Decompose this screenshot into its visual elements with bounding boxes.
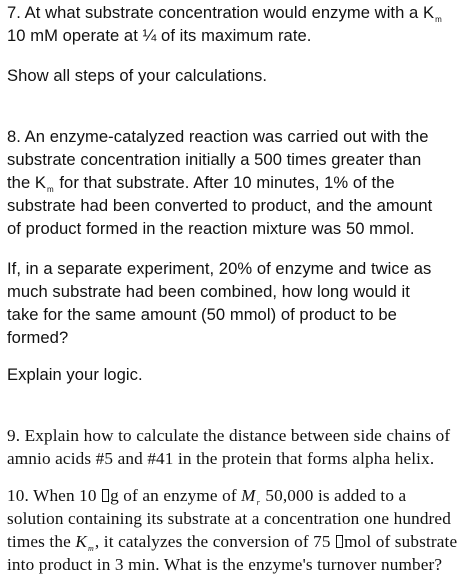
q8-text: for that substrate. After 10 minutes, 1% of the <box>54 173 395 192</box>
q8-p2-line-4: formed? <box>7 328 69 347</box>
q9-line-2: amnio acids #5 and #41 in the protein that forms alpha helix. <box>7 449 435 468</box>
q10-text: 50,000 is added to a <box>260 486 407 505</box>
km-subscript: m <box>435 15 442 24</box>
q10-line-4: into product in 3 min. What is the enzyme's turnover number? <box>7 555 443 574</box>
q8-line-2: substrate concentration initially a 500 times greater than <box>7 150 422 169</box>
q10-text: mol of substrate <box>344 532 458 551</box>
q7-instruction: Show all steps of your calculations. <box>7 66 268 85</box>
q8-instruction: Explain your logic. <box>7 365 143 384</box>
q7-line-2: 10 mM operate at ¼ of its maximum rate. <box>7 26 312 45</box>
q8-line-1: 8. An enzyme-catalyzed reaction was carried out with the <box>7 127 429 146</box>
q8-text: the K <box>7 173 46 192</box>
q10-text: times the <box>7 532 76 551</box>
missing-glyph-icon <box>102 489 109 502</box>
q10-line-1 <box>7 486 407 507</box>
km-subscript: m <box>47 185 54 194</box>
mr-subscript: r <box>256 498 260 507</box>
q8-line-3 <box>7 175 395 192</box>
missing-glyph-icon <box>336 535 343 548</box>
q10-line-2: solution containing its substrate at a concentration one hundred <box>7 509 451 528</box>
q10-text: 10. When 10 <box>7 486 102 505</box>
q7-text: 7. At what substrate concentration would enzyme with a K <box>7 3 435 22</box>
km-symbol: K <box>75 532 87 551</box>
q8-p2-line-1: If, in a separate experiment, 20% of enzyme and twice as <box>7 259 432 278</box>
q8-p2-line-2: much substrate had been combined, how long would it <box>7 282 410 301</box>
q8-line-4: substrate had been converted to product, and the amount <box>7 196 433 215</box>
q10-text: , it catalyzes the conversion of 75 <box>94 532 336 551</box>
q9-line-1: 9. Explain how to calculate the distance between side chains of <box>7 426 451 445</box>
q10-line-3 <box>7 532 458 553</box>
km-subscript: m <box>87 544 94 553</box>
q8-line-5: of product formed in the reaction mixture was 50 mmol. <box>7 219 415 238</box>
q10-text: g of an enzyme of <box>110 486 242 505</box>
mr-symbol: M <box>241 486 256 505</box>
q7-line-1 <box>7 5 443 22</box>
q8-p2-line-3: take for the same amount (50 mmol) of product to be <box>7 305 397 324</box>
